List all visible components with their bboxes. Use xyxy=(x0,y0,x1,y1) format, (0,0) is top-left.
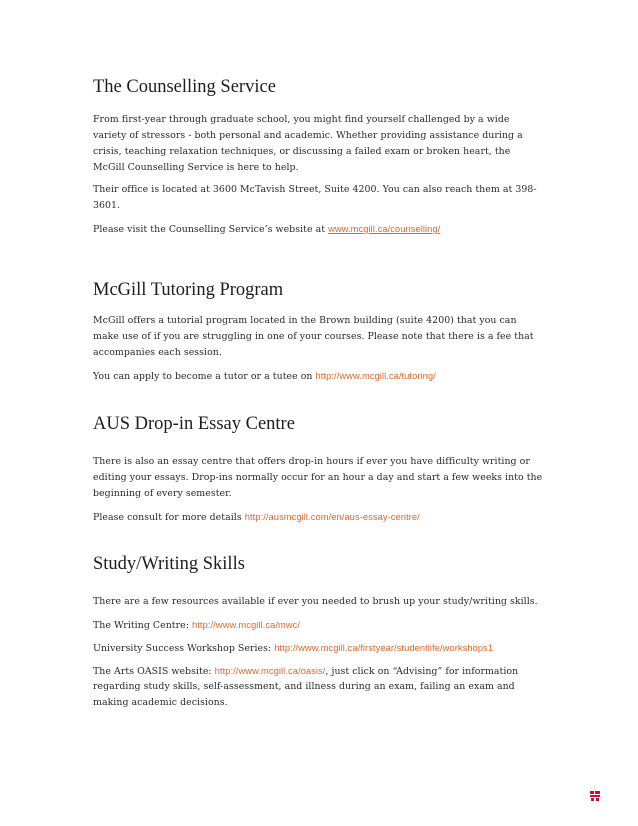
paragraph-with-link xyxy=(93,509,420,526)
section-title-tutoring: McGill Tutoring Program xyxy=(93,280,284,300)
paragraph-text: University Success Workshop Series: xyxy=(93,643,275,654)
paragraph-with-link xyxy=(93,617,300,634)
slideshare-logo-icon xyxy=(590,791,600,801)
paragraph-text: Please visit the Counselling Service’s website at xyxy=(93,224,329,235)
paragraph-text: , just click on “Advising” for information xyxy=(325,666,519,677)
paragraph-line: accompanies each session. xyxy=(93,347,222,358)
paragraph-line: There is also an essay centre that offers drop-in hours if ever you have difficulty writing or xyxy=(93,456,530,467)
section-title-essay-centre: AUS Drop-in Essay Centre xyxy=(93,414,295,434)
success-workshops-link[interactable]: http://www.mcgill.ca/firstyear/studentlife/workshops1 xyxy=(274,642,494,653)
paragraph-line: making academic decisions. xyxy=(93,697,228,708)
paragraph-text: The Writing Centre: xyxy=(93,620,192,631)
paragraph-line: 3601. xyxy=(93,200,121,211)
paragraph-line: editing your essays. Drop-ins normally occur for an hour a day and start a few weeks into the xyxy=(93,472,543,483)
paragraph-with-link xyxy=(93,640,493,657)
essay-centre-link[interactable]: http://ausmcgill.com/en/aus-essay-centre/ xyxy=(244,511,420,522)
paragraph-text: The Arts OASIS website: xyxy=(93,666,215,677)
paragraph-line: From first-year through graduate school, you might find yourself challenged by a wide xyxy=(93,114,510,125)
paragraph-line: make use of if you are struggling in one of your courses. Please note that there is a fee that xyxy=(93,331,534,342)
logo-block xyxy=(591,798,594,801)
paragraph-with-link xyxy=(93,663,518,680)
paragraph-line: variety of stressors - both personal and academic. Whether providing assistance during a xyxy=(93,130,523,141)
logo-block xyxy=(590,791,594,794)
paragraph-line: McGill offers a tutorial program located in the Brown building (suite 4200) that you can xyxy=(93,315,517,326)
section-title-counselling: The Counselling Service xyxy=(93,77,276,97)
paragraph-line: regarding study skills, self-assessment, and illness during an exam, failing an exam and xyxy=(93,681,515,692)
paragraph-line: There are a few resources available if ever you needed to brush up your study/writing skills. xyxy=(93,596,538,607)
tutoring-link[interactable]: http://www.mcgill.ca/tutoring/ xyxy=(315,370,436,381)
paragraph-line: Their office is located at 3600 McTavish Street, Suite 4200. You can also reach them at 398- xyxy=(93,184,537,195)
paragraph-text: Please consult for more details xyxy=(93,512,245,523)
section-title-study-skills: Study/Writing Skills xyxy=(93,554,245,574)
paragraph-line: crisis, teaching relaxation techniques, or discussing a failed exam or broken heart, the xyxy=(93,146,511,157)
writing-centre-link[interactable]: http://www.mcgill.ca/mwc/ xyxy=(192,619,301,630)
logo-block xyxy=(596,798,599,801)
paragraph-line: beginning of every semester. xyxy=(93,488,232,499)
paragraph-text: You can apply to become a tutor or a tutee on xyxy=(93,371,316,382)
arts-oasis-link[interactable]: http://www.mcgill.ca/oasis/ xyxy=(214,665,326,676)
paragraph-with-link xyxy=(93,368,436,385)
logo-block xyxy=(590,795,600,797)
paragraph-with-link xyxy=(93,221,440,238)
paragraph-line: McGill Counselling Service is here to help. xyxy=(93,162,299,173)
counselling-website-link[interactable]: www.mcgill.ca/counselling/ xyxy=(328,223,441,234)
logo-block xyxy=(595,791,600,794)
